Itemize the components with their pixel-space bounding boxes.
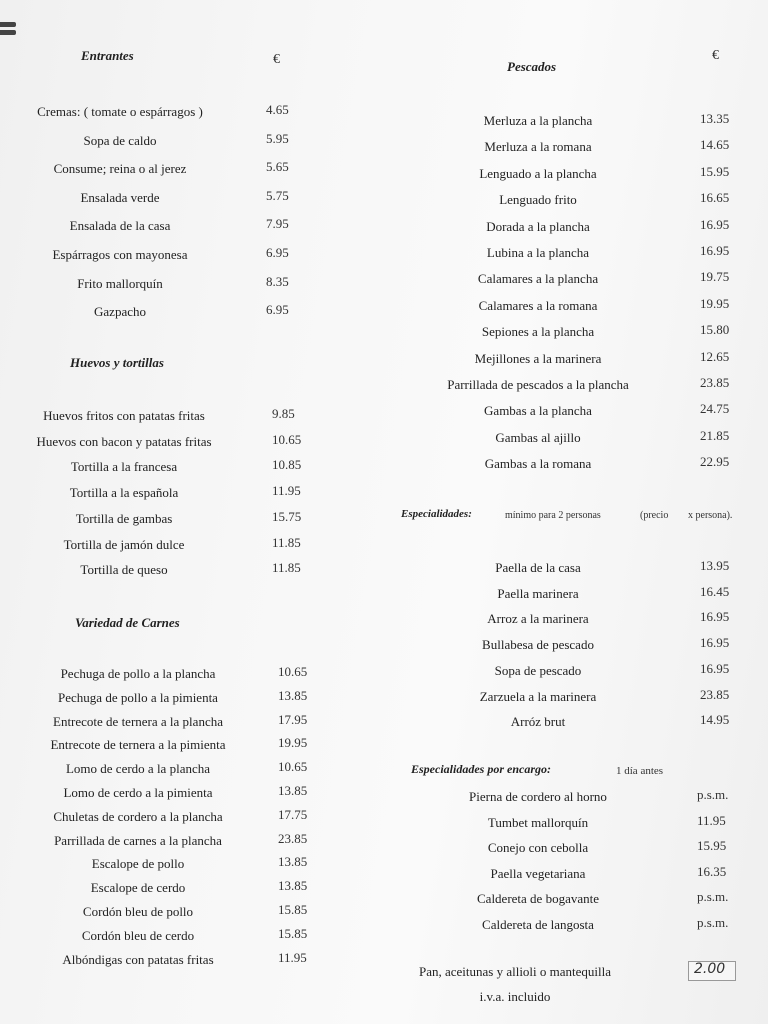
menu-item-price: 11.95 bbox=[272, 483, 301, 499]
menu-item-name: Sopa de caldo bbox=[83, 132, 157, 148]
menu-item-name: Entrecote de ternera a la pimienta bbox=[50, 737, 226, 753]
menu-item-name: Lomo de cerdo a la plancha bbox=[65, 761, 210, 777]
menu-item-price: 11.95 bbox=[697, 812, 726, 828]
menu-item-name: Tortilla de gambas bbox=[75, 510, 173, 526]
menu-item-name: Pechuga de pollo a la pimienta bbox=[58, 689, 218, 705]
menu-item-price: 6.95 bbox=[266, 302, 289, 318]
menu-item-name: Chuletas de cordero a la plancha bbox=[53, 808, 223, 824]
section-title-pescados: Pescados bbox=[507, 59, 557, 74]
menu-item-name: Escalope de cerdo bbox=[90, 880, 186, 896]
menu-item-price: p.s.m. bbox=[697, 787, 729, 802]
section-title-carnes: Variedad de Carnes bbox=[75, 615, 180, 630]
menu-item-price: 5.65 bbox=[266, 159, 289, 175]
menu-item-name: Mejillones a la marinera bbox=[474, 350, 602, 366]
menu-item-price: 16.95 bbox=[700, 660, 730, 676]
menu-item-name: Entrecote de ternera a la plancha bbox=[53, 713, 223, 729]
menu-item-price: 15.95 bbox=[700, 163, 730, 179]
menu-item-price: 15.85 bbox=[278, 902, 308, 917]
menu-item-price: p.s.m. bbox=[697, 914, 729, 930]
menu-item-name: Tortilla de jamón dulce bbox=[63, 536, 185, 552]
menu-item-name: Tortilla a la española bbox=[69, 485, 179, 501]
section-title-especialidades: Especialidades: bbox=[401, 508, 472, 520]
menu-item-name: Caldereta de langosta bbox=[482, 916, 594, 932]
menu-item-price: 7.95 bbox=[266, 216, 289, 232]
menu-item-price: 16.95 bbox=[700, 609, 730, 625]
menu-item-name: Gambas a la romana bbox=[484, 456, 592, 472]
menu-item-price: 17.95 bbox=[278, 711, 308, 727]
currency-header: € bbox=[273, 52, 280, 67]
menu-item-name: Tortilla a la francesa bbox=[70, 459, 178, 475]
menu-item-name: Conejo con cebolla bbox=[487, 840, 589, 855]
menu-item-name: Ensalada verde bbox=[80, 189, 160, 205]
menu-item-price: 21.85 bbox=[700, 427, 730, 443]
menu-item-price: 11.85 bbox=[272, 560, 301, 576]
menu-item-name: Calamares a la romana bbox=[478, 297, 598, 313]
currency-header: € bbox=[712, 48, 719, 63]
advance-note: 1 día antes bbox=[616, 765, 664, 777]
menu-item-price: 16.35 bbox=[697, 863, 727, 879]
menu-item-price: 14.95 bbox=[700, 712, 730, 728]
menu-item-price: 10.65 bbox=[272, 431, 302, 447]
menu-item-price: 16.95 bbox=[700, 635, 730, 651]
menu-item-name: Dorada a la plancha bbox=[486, 218, 590, 234]
menu-item-price: p.s.m. bbox=[697, 889, 729, 904]
menu-item-name: Frito mallorquín bbox=[77, 275, 163, 291]
menu-item-price: 13.35 bbox=[700, 111, 730, 126]
menu-item-name: Ensalada de la casa bbox=[69, 218, 171, 234]
menu-item-price: 23.85 bbox=[700, 686, 730, 702]
menu-item-name: Bullabesa de pescado bbox=[482, 637, 594, 653]
menu-item-price: 24.75 bbox=[700, 401, 730, 417]
menu-item-price: 16.95 bbox=[700, 216, 730, 232]
menu-item-name: Paella de la casa bbox=[495, 560, 581, 575]
menu-item-price: 12.65 bbox=[700, 348, 730, 364]
menu-item-price: 10.65 bbox=[278, 664, 308, 679]
menu-item-name: Merluza a la plancha bbox=[483, 113, 593, 128]
menu-item-name: Arróz brut bbox=[510, 714, 566, 730]
section-title-entrantes: Entrantes bbox=[81, 48, 134, 63]
menu-item-price: 19.75 bbox=[700, 269, 730, 285]
menu-item-price: 10.65 bbox=[278, 759, 308, 775]
menu-item-name: Lubina a la plancha bbox=[486, 245, 590, 260]
menu-item-price: 13.95 bbox=[700, 558, 730, 573]
menu-item-price: 19.95 bbox=[278, 735, 308, 751]
menu-item-name: Cremas: ( tomate o espárragos ) bbox=[37, 104, 203, 119]
menu-item-price: 5.95 bbox=[266, 130, 289, 146]
menu-item-price: 15.80 bbox=[700, 322, 730, 338]
menu-item-price: 23.85 bbox=[700, 375, 730, 390]
menu-item-price: 15.85 bbox=[278, 925, 308, 941]
menu-item-name: Gazpacho bbox=[94, 304, 146, 320]
menu-item-price: 15.95 bbox=[697, 838, 727, 853]
menu-item-price: 11.85 bbox=[272, 534, 301, 550]
menu-item-price: 15.75 bbox=[272, 508, 302, 524]
menu-item-name: Pechuga de pollo a la plancha bbox=[60, 666, 216, 681]
menu-item-name: Gambas al ajillo bbox=[495, 429, 581, 445]
price-note: (precio bbox=[640, 510, 669, 521]
menu-item-name: Sopa de pescado bbox=[494, 662, 582, 678]
menu-item-price: 16.65 bbox=[700, 190, 730, 206]
menu-item-name: Paella vegetariana bbox=[490, 865, 586, 881]
binder-clip bbox=[0, 22, 16, 27]
menu-item-name: Arroz a la marinera bbox=[487, 611, 589, 627]
iva-note: i.v.a. incluido bbox=[479, 989, 551, 1004]
menu-item-price: 6.95 bbox=[266, 245, 289, 260]
menu-item-name: Cordón bleu de cerdo bbox=[81, 927, 195, 943]
menu-item-price: 10.85 bbox=[272, 457, 302, 473]
menu-item-name: Escalope de pollo bbox=[91, 856, 185, 872]
menu-item-name: Consume; reina o al jerez bbox=[53, 161, 187, 177]
menu-item-name: Gambas a la plancha bbox=[484, 403, 592, 419]
menu-item-name: Caldereta de bogavante bbox=[477, 891, 599, 906]
menu-item-price: 16.95 bbox=[700, 243, 730, 258]
menu-item-name: Calamares a la plancha bbox=[477, 271, 599, 287]
menu-item-price: 11.95 bbox=[278, 949, 307, 965]
menu-item-name: Huevos fritos con patatas fritas bbox=[43, 408, 205, 423]
menu-item-price: 5.75 bbox=[266, 187, 289, 203]
menu-item-name: Parrillada de carnes a la plancha bbox=[54, 832, 222, 848]
menu-item-name: Cordón bleu de pollo bbox=[82, 904, 194, 919]
menu-item-name: Paella marinera bbox=[497, 585, 579, 601]
menu-item-price: 8.35 bbox=[266, 273, 289, 289]
menu-item-name: Merluza a la romana bbox=[484, 139, 592, 155]
menu-item-name: Zarzuela a la marinera bbox=[479, 688, 597, 704]
menu-item-price: 13.85 bbox=[278, 783, 308, 798]
menu-item-price: 13.85 bbox=[278, 687, 308, 703]
binder-clip bbox=[0, 30, 16, 35]
menu-item-price: 19.95 bbox=[700, 295, 730, 311]
menu-item-name: Parrillada de pescados a la plancha bbox=[447, 377, 629, 392]
menu-item-name: Espárragos con mayonesa bbox=[52, 247, 188, 262]
per-person-note: x persona). bbox=[688, 510, 733, 521]
menu-item-name: Tortilla de queso bbox=[80, 562, 168, 578]
minimum-note: mínimo para 2 personas bbox=[505, 510, 601, 521]
menu-item-name: Albóndigas con patatas fritas bbox=[62, 951, 214, 967]
menu-item-price: 13.85 bbox=[278, 854, 308, 870]
menu-item-price: 14.65 bbox=[700, 137, 730, 153]
section-title-huevos: Huevos y tortillas bbox=[70, 355, 164, 370]
menu-item-price: 13.85 bbox=[278, 878, 308, 894]
menu-item-name: Huevos con bacon y patatas fritas bbox=[36, 433, 212, 449]
menu-item-price: 23.85 bbox=[278, 830, 308, 846]
menu-item-price: 17.75 bbox=[278, 806, 308, 822]
menu-item-name: Lenguado frito bbox=[499, 192, 577, 208]
menu-item-price: 22.95 bbox=[700, 454, 730, 470]
menu-item-name: Pierna de cordero al horno bbox=[469, 789, 607, 804]
bread-price-handwritten: 2.00 bbox=[694, 961, 726, 977]
menu-item-price: 4.65 bbox=[266, 102, 289, 117]
bread-item: Pan, aceitunas y allioli o mantequilla bbox=[418, 964, 612, 979]
menu-item-price: 16.45 bbox=[700, 583, 730, 599]
section-title-encargo: Especialidades por encargo: bbox=[411, 762, 551, 776]
menu-item-name: Sepiones a la plancha bbox=[481, 324, 595, 340]
menu-item-name: Tumbet mallorquín bbox=[487, 814, 589, 830]
menu-item-name: Lomo de cerdo a la pimienta bbox=[63, 785, 213, 800]
menu-item-name: Lenguado a la plancha bbox=[479, 165, 597, 181]
menu-item-price: 9.85 bbox=[272, 406, 295, 421]
